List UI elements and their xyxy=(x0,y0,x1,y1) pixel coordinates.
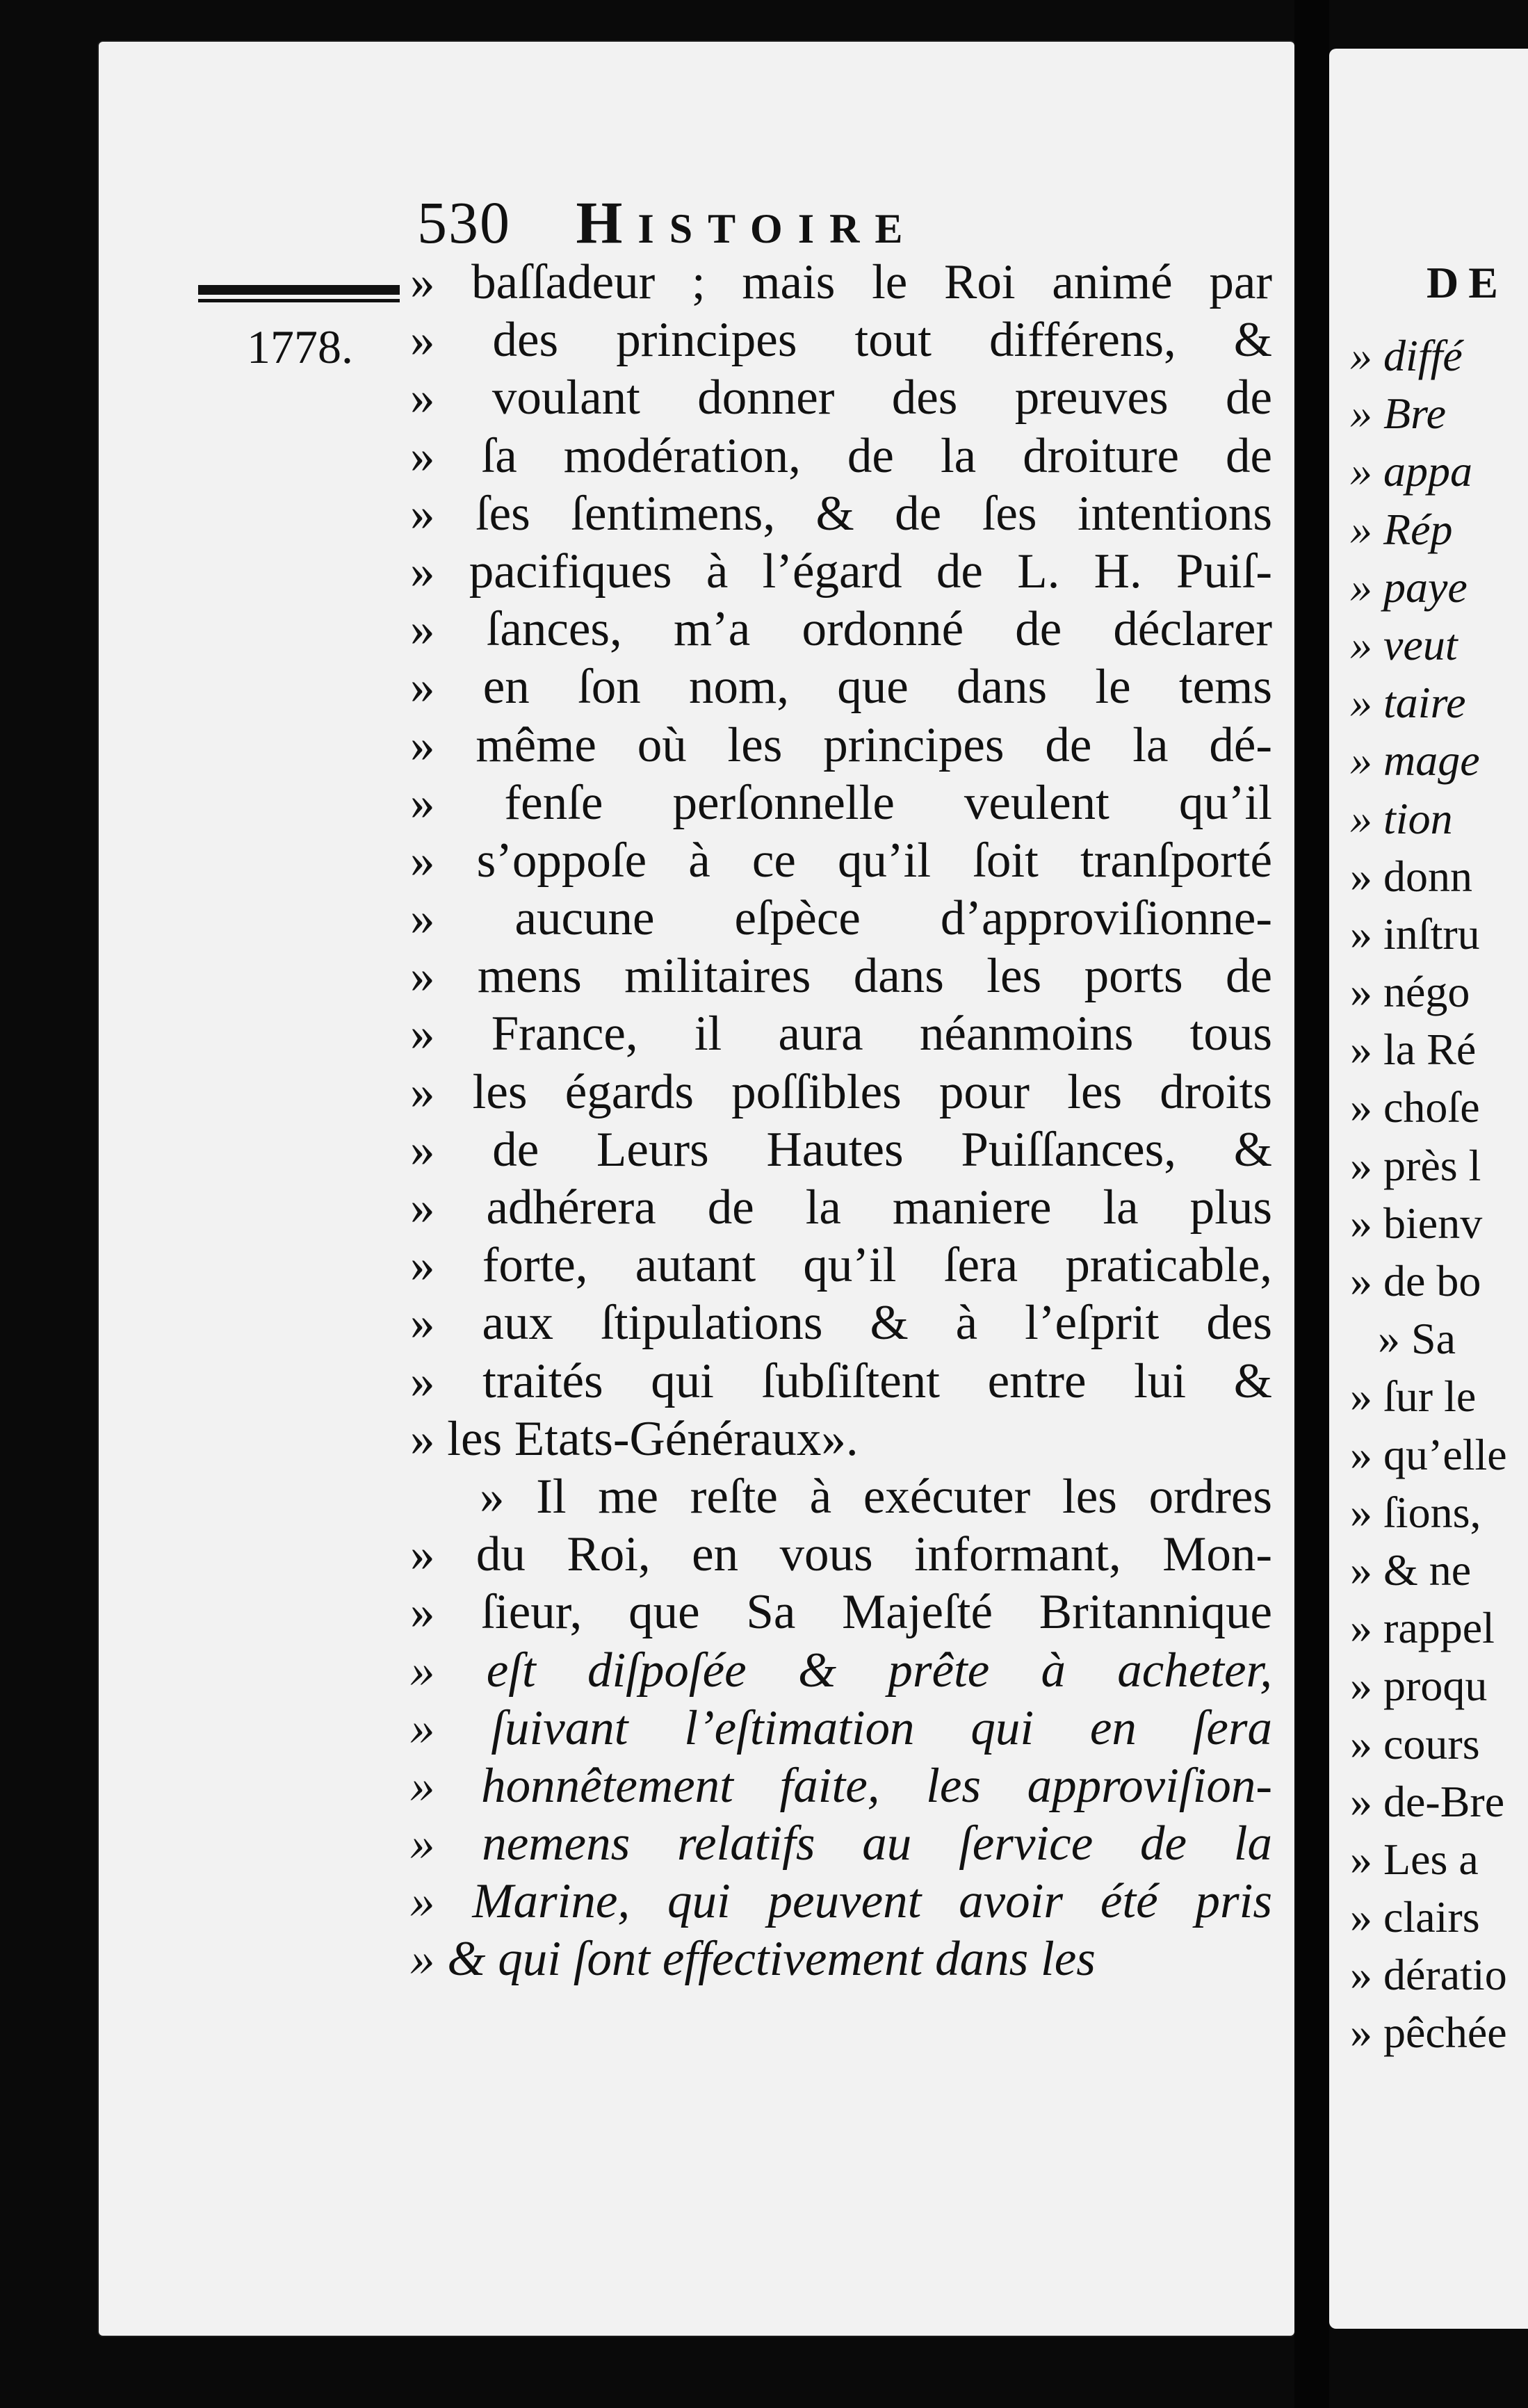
right-text-line: » taire xyxy=(1350,678,1466,728)
body-text xyxy=(410,254,1272,1989)
right-text-line: » ſur le xyxy=(1350,1372,1477,1422)
margin-rule xyxy=(198,285,400,303)
text-line: » du Roi, en vous informant, Mon- xyxy=(410,1527,1272,1582)
text-line: » nemens relatifs au ſervice de la xyxy=(410,1816,1272,1871)
text-line: » aux ſtipulations & à l’eſprit des xyxy=(410,1296,1272,1351)
text-line: » Marine, qui peuvent avoir été pris xyxy=(410,1874,1272,1929)
right-text-line: » rappel xyxy=(1350,1603,1495,1653)
right-running-title: DE xyxy=(1427,258,1508,307)
right-text-line: » près l xyxy=(1350,1140,1481,1190)
right-text-block xyxy=(1350,327,1528,2062)
book-gutter xyxy=(1294,0,1329,2408)
right-text-line: » ſions, xyxy=(1350,1487,1481,1537)
text-line: » en ſon nom, que dans le tems xyxy=(410,660,1272,715)
text-line: » adhérera de la maniere la plus xyxy=(410,1180,1272,1235)
text-line: » eſt diſpoſée & prête à acheter, xyxy=(410,1643,1272,1698)
right-text-line: » de-Bre xyxy=(1350,1776,1505,1826)
text-line: » ſa modération, de la droiture de xyxy=(410,428,1272,483)
right-text-line: » Les a xyxy=(1350,1834,1479,1884)
right-text-line: » pêchée xyxy=(1350,2008,1507,2058)
text-line: » les Etats-Généraux». xyxy=(410,1411,859,1466)
text-line: » ſes ſentimens, & de ſes intentions xyxy=(410,486,1272,541)
right-text-line: » de bo xyxy=(1350,1256,1481,1305)
right-text-line: » proqu xyxy=(1350,1661,1488,1711)
right-text-line: » inſtru xyxy=(1350,909,1480,959)
right-text-line: » donn xyxy=(1350,851,1472,901)
right-page xyxy=(1329,49,1528,2329)
text-line: » honnêtement faite, les approviſion- xyxy=(410,1758,1272,1813)
right-text-line: » appa xyxy=(1350,446,1472,496)
text-line: » traités qui ſubſiſtent entre lui & xyxy=(410,1353,1272,1408)
page-header xyxy=(417,188,918,257)
page-number: 530 xyxy=(417,189,511,256)
right-text-line: » paye xyxy=(1350,562,1468,612)
right-text-line: » Bre xyxy=(1350,389,1447,439)
text-line: » ſieur, que Sa Majeſté Britannique xyxy=(410,1585,1272,1640)
text-line: » les égards poſſibles pour les droits xyxy=(410,1064,1272,1119)
right-text-line: » la Ré xyxy=(1350,1025,1477,1075)
text-line: » de Leurs Hautes Puiſſances, & xyxy=(410,1122,1272,1177)
right-text-line: » négo xyxy=(1350,967,1470,1017)
text-line: » baſſadeur ; mais le Roi animé par xyxy=(410,255,1272,309)
text-line: » des principes tout différens, & xyxy=(410,313,1272,368)
running-title: Histoire xyxy=(576,189,918,256)
text-line: » ſances, m’a ordonné de déclarer xyxy=(410,602,1272,657)
text-line: » forte, autant qu’il ſera praticable, xyxy=(410,1238,1272,1293)
text-line: » fenſe perſonnelle veulent qu’il xyxy=(410,775,1272,830)
right-text-line: » qu’elle xyxy=(1350,1429,1507,1479)
right-text-line: » Rép xyxy=(1350,504,1453,554)
right-text-line: » cours xyxy=(1350,1718,1480,1768)
right-text-line: » veut xyxy=(1350,619,1458,669)
text-line: » voulant donner des preuves de xyxy=(410,371,1272,425)
right-text-line: » dératio xyxy=(1350,1950,1507,2000)
text-line: » pacifiques à l’égard de L. H. Puiſ- xyxy=(410,544,1272,599)
text-line: » & qui ſont effectivement dans les xyxy=(410,1932,1096,1987)
right-text-line: » clairs xyxy=(1350,1892,1480,1942)
right-text-line: » bienv xyxy=(1350,1198,1483,1248)
text-line: » s’oppoſe à ce qu’il ſoit tranſporté xyxy=(410,833,1272,888)
margin-year: 1778. xyxy=(247,320,353,373)
text-line: » Il me reſte à exécuter les ordres xyxy=(480,1469,1272,1524)
text-line: » France, il aura néanmoins tous xyxy=(410,1007,1272,1061)
right-text-line: » diffé xyxy=(1350,331,1463,380)
right-text-line: » choſe xyxy=(1350,1082,1480,1132)
text-line: » ſuivant l’eſtimation qui en ſera xyxy=(410,1700,1272,1755)
right-text-line: » tion xyxy=(1350,793,1453,843)
right-text-line: » mage xyxy=(1350,735,1480,786)
text-line: » aucune eſpèce d’approviſionne- xyxy=(410,891,1272,946)
text-line: » même où les principes de la dé- xyxy=(410,717,1272,772)
right-text-line: » & ne xyxy=(1350,1545,1472,1595)
right-text-line: » Sa xyxy=(1378,1314,1456,1364)
text-line: » mens militaires dans les ports de xyxy=(410,949,1272,1004)
